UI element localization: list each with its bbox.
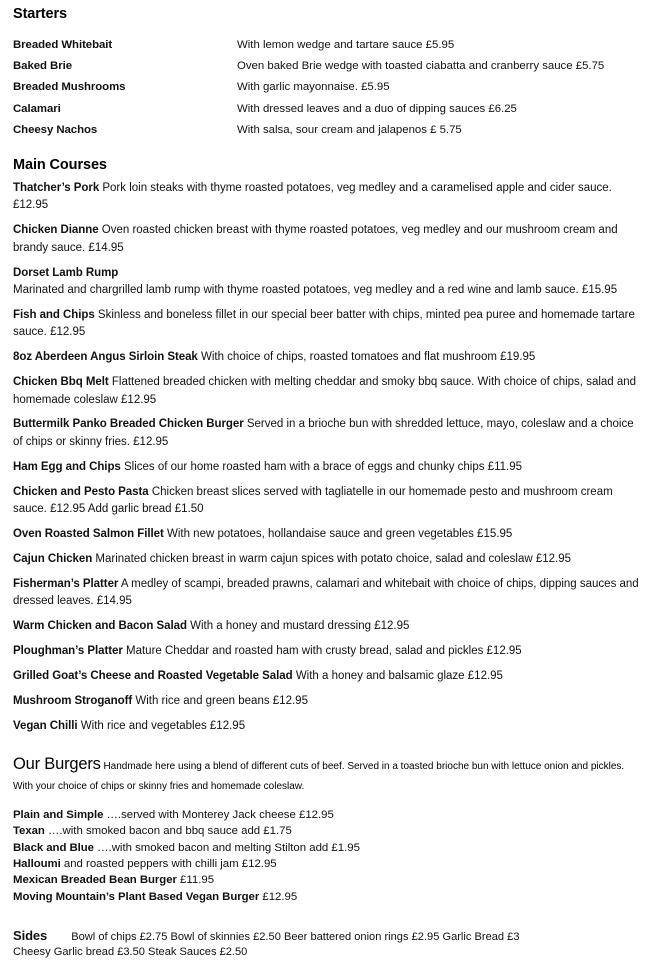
starter-description: Oven baked Brie wedge with toasted ciabatta and cranberry sauce £5.75 <box>237 60 605 73</box>
main-course-name: Warm Chicken and Bacon Salad <box>13 620 187 633</box>
burger-name: Black and Blue <box>13 841 94 854</box>
burgers-section <box>13 755 642 905</box>
starter-description: With lemon wedge and tartare sauce £5.95 <box>237 39 455 51</box>
burger-name: Moving Mountain’s Plant Based Vegan Burger <box>13 890 260 903</box>
main-course-item <box>13 526 642 543</box>
main-course-item <box>13 484 642 519</box>
main-course-name: Ham Egg and Chips <box>13 460 121 473</box>
main-course-description: With rice and green beans £12.95 <box>132 694 308 707</box>
main-courses-section <box>13 157 642 735</box>
main-course-description: With a honey and mustard dressing £12.95 <box>186 620 410 633</box>
burger-item <box>13 807 642 823</box>
main-course-name: Grilled Goat’s Cheese and Roasted Vegetable Salad <box>13 669 293 682</box>
main-course-description: Oven roasted chicken breast with thyme roasted potatoes, veg medley and our mushroom cream and brandy sauce. £14.95 <box>13 224 618 254</box>
burger-name: Texan <box>13 825 45 838</box>
sides-line-1 <box>13 927 642 946</box>
main-course-item <box>13 668 642 685</box>
burger-description: £12.95 <box>259 890 298 903</box>
main-course-description: Mature Cheddar and roasted ham with crusty bread, salad and pickles £12.95 <box>122 645 522 658</box>
starters-heading: Starters <box>13 6 68 22</box>
main-course-description: A medley of scampi, breaded prawns, calamari and whitebait with choice of chips, dipping sauces and dressed leaves. £14.95 <box>13 577 639 608</box>
starter-name: Breaded Whitebait <box>13 39 113 51</box>
main-course-description: Marinated chicken breast in warm cajun spices with potato choice, salad and coleslaw £12.95 <box>92 552 572 565</box>
main-course-name: Chicken Dianne <box>13 224 99 237</box>
burger-description: ….served with Monterey Jack cheese £12.95 <box>103 809 334 822</box>
burger-item <box>13 872 642 888</box>
burgers-list <box>13 807 642 905</box>
starter-row <box>13 99 642 120</box>
burger-description: ….with smoked bacon and bbq sauce add £1.75 <box>44 825 292 838</box>
main-course-description: Pork loin steaks with thyme roasted potatoes, veg medley and a caramelised apple and cider sauce. £12.95 <box>13 182 612 212</box>
starter-row <box>13 56 642 77</box>
starters-list <box>13 35 642 141</box>
main-course-description: Skinless and boneless fillet in our special beer batter with chips, minted pea puree and homemade tartare sauce. £12.95 <box>13 308 635 339</box>
main-course-name: Oven Roasted Salmon Fillet <box>13 528 164 541</box>
main-course-name: Chicken Bbq Melt <box>13 376 109 389</box>
starter-row <box>13 35 642 56</box>
burger-description: and roasted peppers with chilli jam £12.95 <box>60 858 277 871</box>
main-courses-list <box>13 180 642 735</box>
main-course-item <box>13 459 642 476</box>
burger-item <box>13 840 642 856</box>
main-course-item <box>13 265 642 300</box>
main-course-description: Marinated and chargrilled lamb rump with thyme roasted potatoes, veg medley and a red wine and lamb sauce. £15.95 <box>13 284 618 297</box>
starter-description: With dressed leaves and a duo of dipping sauces £6.25 <box>237 102 517 115</box>
main-course-name: Buttermilk Panko Breaded Chicken Burger <box>13 418 244 431</box>
starter-row <box>13 77 642 98</box>
burger-description: ….with smoked bacon and melting Stilton add £1.95 <box>93 841 360 854</box>
main-course-description: With choice of chips, roasted tomatoes and flat mushroom £19.95 <box>197 351 536 364</box>
main-course-name: Thatcher’s Pork <box>13 182 100 195</box>
menu-page <box>0 6 656 959</box>
sides-section <box>13 927 642 961</box>
main-course-name: Cajun Chicken <box>13 552 93 565</box>
burger-name: Halloumi <box>13 858 61 871</box>
main-course-name: Fish and Chips <box>13 308 95 321</box>
main-course-item <box>13 374 642 409</box>
burger-item <box>13 889 642 905</box>
burgers-heading-row <box>13 755 642 795</box>
burgers-heading: Our Burgers <box>13 755 101 774</box>
main-course-item <box>13 416 642 451</box>
burger-item <box>13 856 642 872</box>
burger-name: Plain and Simple <box>13 809 104 822</box>
main-course-item <box>13 576 642 611</box>
starter-description: With salsa, sour cream and jalapenos £ 5.75 <box>237 123 462 136</box>
main-course-item <box>13 349 642 366</box>
starter-name: Calamari <box>13 102 61 115</box>
main-course-description: With new potatoes, hollandaise sauce and green vegetables £15.95 <box>163 528 513 541</box>
main-course-item <box>13 551 642 568</box>
main-course-description: Served in a brioche bun with shredded lettuce, mayo, coleslaw and a choice of chips or skinny fries. £12.95 <box>13 418 634 448</box>
burger-description: £11.95 <box>176 874 215 887</box>
burger-name: Mexican Breaded Bean Burger <box>13 874 177 887</box>
burgers-intro-text: Handmade here using a blend of different cuts of beef. Served in a toasted brioche bun with lettuce onion and pickles. With your choice of chips or skinny fries and homemade coleslaw. <box>13 761 625 792</box>
main-course-description: Flattened breaded chicken with melting cheddar and smoky bbq sauce. With choice of chips, salad and homemade coleslaw £12.95 <box>13 376 637 406</box>
main-course-item <box>13 222 642 257</box>
main-course-name: Fisherman’s Platter <box>13 577 119 590</box>
burger-item <box>13 823 642 839</box>
starters-section <box>13 6 642 141</box>
starter-name: Breaded Mushrooms <box>13 81 126 94</box>
main-course-description: Chicken breast slices served with tagliatelle in our homemade pesto and mushroom cream sauce. £12.95 Add garlic bread £1.50 <box>13 485 613 516</box>
main-course-item <box>13 180 642 215</box>
starter-row <box>13 120 642 141</box>
main-course-name: Mushroom Stroganoff <box>13 694 133 707</box>
sides-text-line-2: Cheesy Garlic bread £3.50 Steak Sauces £2.50 <box>13 946 248 959</box>
main-course-item <box>13 693 642 710</box>
sides-heading: Sides <box>13 927 48 943</box>
starter-name: Cheesy Nachos <box>13 123 98 136</box>
starter-name: Baked Brie <box>13 60 73 73</box>
main-course-item <box>13 718 642 735</box>
main-course-name: Ploughman’s Platter <box>13 645 123 658</box>
sides-text-line-1: Bowl of chips £2.75 Bowl of skinnies £2.50 Beer battered onion rings £2.95 Garlic Bread £3 <box>71 930 520 943</box>
main-course-name: Chicken and Pesto Pasta <box>13 485 149 498</box>
main-course-item <box>13 307 642 342</box>
main-course-item <box>13 618 642 635</box>
main-course-name: Dorset Lamb Rump <box>13 266 119 279</box>
main-course-item <box>13 643 642 660</box>
main-course-description: With rice and vegetables £12.95 <box>77 719 246 732</box>
main-course-name: 8oz Aberdeen Angus Sirloin Steak <box>13 351 198 364</box>
main-course-description: Slices of our home roasted ham with a brace of eggs and chunky chips £11.95 <box>120 460 523 473</box>
main-course-description: With a honey and balsamic glaze £12.95 <box>292 669 503 682</box>
starter-description: With garlic mayonnaise. £5.95 <box>237 81 390 94</box>
main-course-name: Vegan Chilli <box>13 719 78 732</box>
main-courses-heading: Main Courses <box>13 157 107 174</box>
